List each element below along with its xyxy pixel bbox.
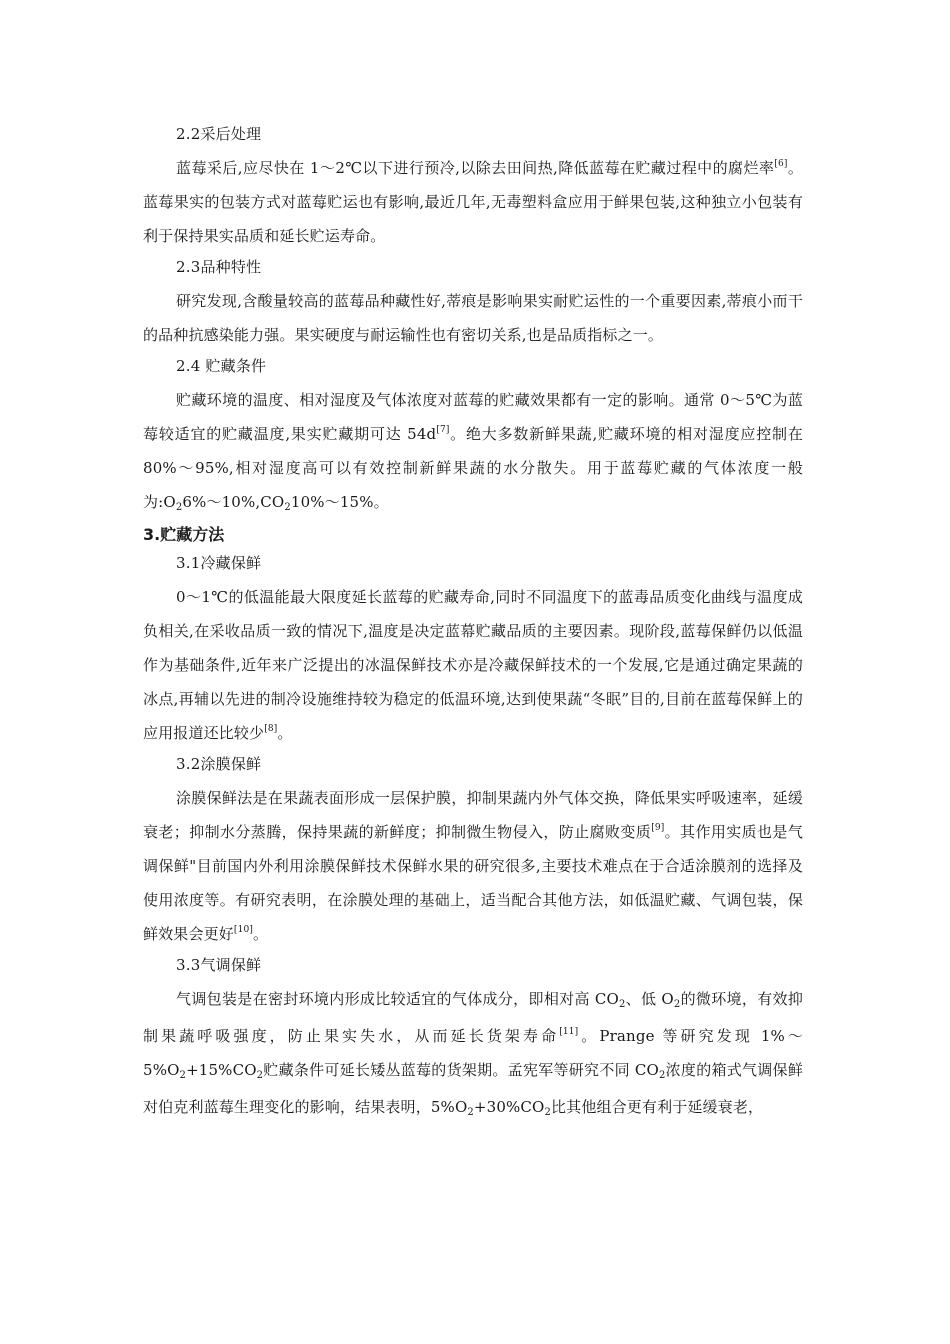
- text-span: 贮藏环境的温度、相对湿度及气体浓度对蓝莓的贮藏效果都有一定的影响。通常 0～5℃为蓝莓较适宜的贮藏温度,果实贮藏期可达 54d: [143, 391, 803, 443]
- text-span: 蓝莓采后,应尽快在 1～2℃以下进行预冷,以除去田间热,降低蓝莓在贮藏过程中的腐烂率: [176, 159, 775, 177]
- text-span: 气调包装是在密封环境内形成比较适宜的气体成分，即相对高 CO: [176, 990, 619, 1008]
- paragraph-2-4: [143, 383, 803, 522]
- subscript: 2: [175, 502, 183, 513]
- text-span: 。绝大多数新鲜果蔬,贮藏环境的相对湿度应控制在 80%～95%,相对湿度高可以有效控制新鲜果蔬的水分散失。用于蓝莓贮藏的气体浓度一般为:O: [143, 425, 803, 511]
- section-heading-3-1: 3.1冷藏保鲜: [176, 554, 262, 572]
- text-span: 贮藏条件可延长矮丛蓝莓的货架期。孟宪军等研究不同 CO: [263, 1061, 659, 1079]
- text-span: 。其作用实质也是气调保鲜"目前国内外利用涂膜保鲜技术保鲜水果的研究很多,主要技术难点在于合适涂膜剂的选择及使用浓度等。有研究表明，在涂膜处理的基础上，适当配合其他方法，如低温贮藏、气调包装，保鲜效果会更好: [143, 823, 803, 943]
- citation-ref: [9]: [651, 823, 665, 833]
- paragraph-3-2: [143, 781, 803, 951]
- text-span: +15%CO: [186, 1061, 257, 1079]
- paragraph-3-1: [143, 580, 803, 750]
- text-span: 比其他组合更有利于延缓衰老，: [551, 1098, 764, 1116]
- citation-ref: [11]: [559, 1027, 579, 1037]
- paragraph-2-3: 研究发现,含酸量较高的蓝莓品种藏性好,蒂痕是影响果实耐贮运性的一个重要因素,蒂痕小而干的品种抗感染能力强。果实硬度与耐运输性也有密切关系,也是品质指标之一。: [143, 292, 803, 344]
- section-heading-3: 3.贮藏方法: [143, 525, 225, 544]
- text-span: 6%～10%,CO: [182, 493, 285, 511]
- paragraph-2-2: [143, 151, 803, 253]
- subscript: 2: [284, 502, 291, 513]
- text-span: 的微环境，有效抑制果蔬呼吸强度，防止果实失水，从而延长货架寿命: [143, 990, 804, 1045]
- citation-ref: [8]: [264, 724, 278, 734]
- text-span: 浓度的箱式气调保鲜对伯克利蓝莓生理变化的影响，结果表明，5%O: [143, 1061, 803, 1116]
- section-heading-3-2: 3.2涂膜保鲜: [176, 755, 262, 773]
- section-heading-2-4: 2.4 贮藏条件: [176, 357, 267, 375]
- subscript: 2: [618, 999, 626, 1010]
- text-span: 、低 O: [625, 990, 674, 1008]
- text-span: 0～1℃的低温能最大限度延长蓝莓的贮藏寿命,同时不同温度下的蓝毒品质变化曲线与温度成负相关,在采收品质一致的情况下,温度是决定蓝幕贮藏品质的主要因素。现阶段,蓝莓保鲜仍以低温作为基础条件,近年来广泛提出的冰温保鲜技术亦是冷藏保鲜技术的一个发展,它是通过确定果蔬的冰点,再辅以先进的制冷设施维持较为稳定的低温环境,达到使果蔬“冬眠”目的,目前在蓝莓保鲜上的应用报道还比较少: [143, 588, 803, 742]
- subscript: 2: [673, 999, 681, 1010]
- section-heading-2-3: 2.3品种特性: [176, 258, 262, 276]
- paragraph-3-3: [143, 982, 803, 1127]
- text-span: 。: [252, 925, 269, 943]
- section-heading-2-2: 2.2采后处理: [176, 125, 262, 143]
- citation-ref: [7]: [436, 425, 450, 435]
- text-span: 涂膜保鲜法是在果蔬表面形成一层保护膜，抑制果蔬内外气体交换，降低果实呼吸速率，延缓衰老；抑制水分蒸腾，保持果蔬的新鲜度；抑制微生物侵入，防止腐败变质: [143, 789, 803, 841]
- text-span: +30%CO: [473, 1098, 545, 1116]
- text-span: 。蓝莓果实的包装方式对蓝莓贮运也有影响,最近几年,无毒塑料盒应用于鲜果包装,这种独立小包装有利于保持果实品质和延长贮运寿命。: [143, 159, 804, 245]
- subscript: 2: [544, 1107, 552, 1118]
- subscript: 2: [179, 1070, 187, 1081]
- subscript: 2: [467, 1107, 474, 1118]
- text-span: 10%～15%。: [290, 493, 389, 511]
- section-heading-3-3: 3.3气调保鲜: [176, 956, 262, 974]
- subscript: 2: [659, 1070, 666, 1081]
- text-span: 。: [277, 724, 293, 742]
- document-body: [143, 124, 803, 1127]
- citation-ref: [6]: [774, 159, 788, 169]
- subscript: 2: [256, 1070, 264, 1081]
- text-span: 。Prange 等研究发现 1%～5%O: [143, 1027, 804, 1079]
- citation-ref: [10]: [233, 925, 253, 935]
